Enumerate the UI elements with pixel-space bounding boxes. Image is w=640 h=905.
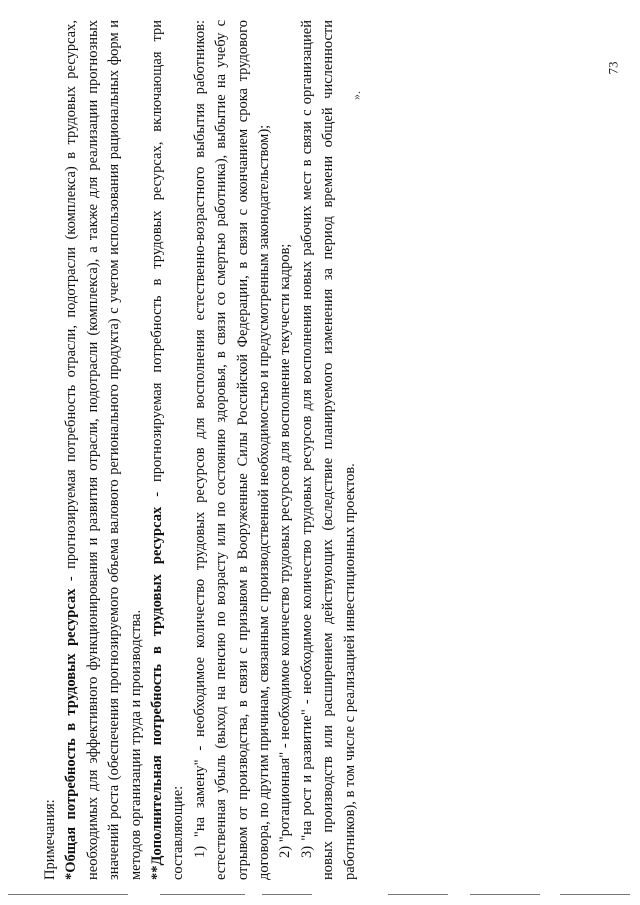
bottom-rule-lines — [0, 891, 640, 895]
total-demand-term: *Общая потребность в трудовых ресурсах — [63, 588, 80, 880]
total-demand-text: - прогнозируемая потребность отрасли, подотрасли (комплекса) в трудовых ресурсах, необходимых для эффективного функционирования и развития отрасли, подотрасли (комплекса), а также для реализации прогнозных значений роста (обеспечения прогнозируемого объема валового регионального продукта) с учетом использования рациональных форм и методов организации труда и производства. — [63, 20, 144, 880]
rule-line — [470, 894, 540, 895]
additional-demand-text: - прогнозируемая потребность в трудовых ресурсах, включающая три составляющие: — [149, 20, 187, 880]
page-number: 73 — [605, 61, 621, 75]
rule-line — [160, 894, 245, 895]
rule-line — [560, 894, 630, 895]
additional-demand-term: **Дополнительная потребность в трудовых ресурсах — [149, 506, 166, 880]
total-demand-note — [61, 20, 147, 880]
rotated-notes-block — [40, 20, 380, 880]
rule-line — [262, 894, 312, 895]
rule-line — [388, 894, 448, 895]
additional-demand-note — [147, 20, 190, 880]
notes-heading: Примечания: — [42, 799, 58, 880]
rule-line — [8, 894, 128, 895]
list-item-replacement: 1) "на замену" - необходимое количество трудовых ресурсов для восполнения естественно-возрастного выбытия работников: естественная убыль (выход на пенсию по возрасту или по состоянию здоровья, в связи со смертью работника), выбытие на учебу с отрывом от производства, в связи с призывом в Вооруженные Силы Российской Федерации, в связи с окончанием срока трудового договора, по другим причинам, связанным с производственной необходимостью и предусмотренным законодательством); — [191, 20, 273, 880]
list-item-growth: 3) "на рост и развитие" - необходимое количество трудовых ресурсов для восполнения новых рабочих мест в связи с организацией новых производств или расширением действующих (вследствие планируемого изменения за период времени общей численности работников), в том числе с реализацией инвестиционных проектов. — [298, 20, 358, 880]
list-item-rotational: 2) "ротационная" - необходимое количество трудовых ресурсов для восполнение текучести кадров; — [277, 243, 294, 858]
stray-mark: ». — [349, 91, 363, 100]
